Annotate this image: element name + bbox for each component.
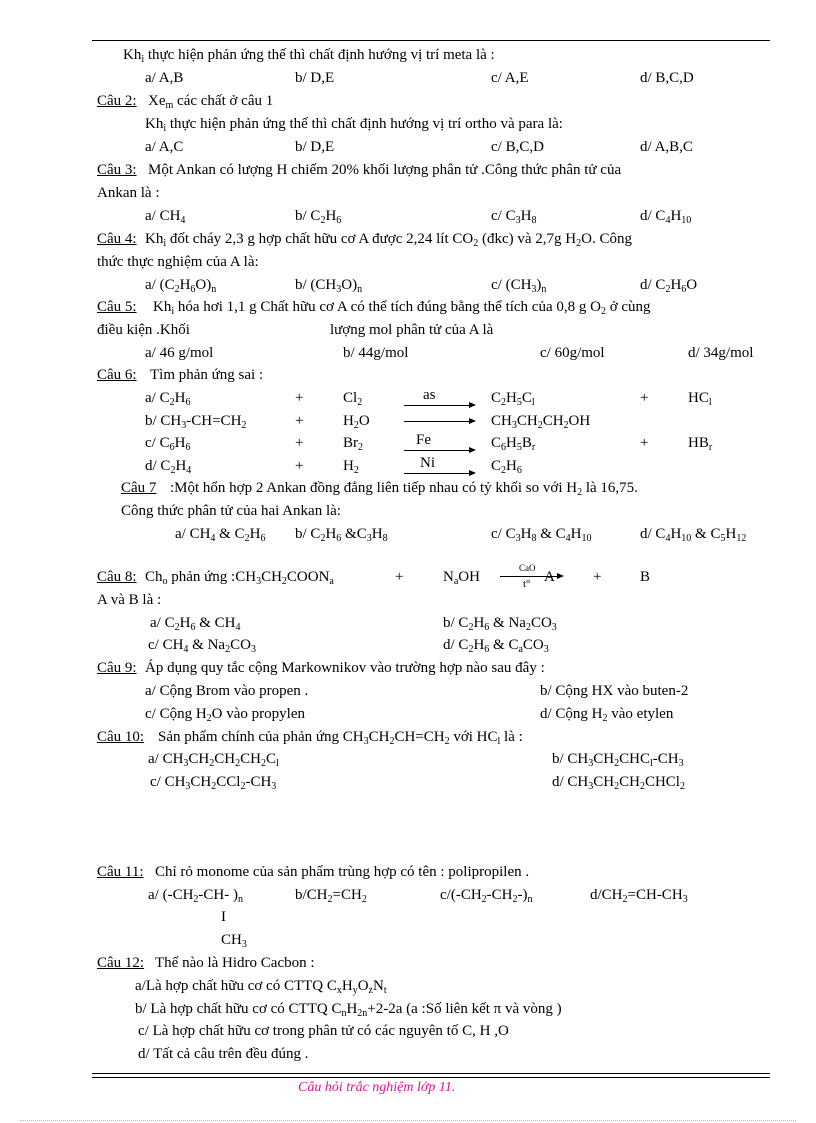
q2-option-c: c/ B,C,D bbox=[491, 139, 544, 155]
q12-label: Câu 12: bbox=[97, 955, 145, 971]
q12-option-c: c/ Là hợp chất hữu cơ trong phân tử có các nguyên tố C, H ,O bbox=[138, 1023, 509, 1039]
q2-option-b: b/ D,E bbox=[295, 139, 335, 155]
q8-plus-2: + bbox=[593, 569, 602, 585]
q4-stem-2: thức thực nghiệm của A là: bbox=[97, 254, 259, 270]
q11-option-b: $b/CH_2=CH_2$ bbox=[295, 887, 367, 905]
q9-option-d: d/ Cộng $H_2$ vào etylen bbox=[540, 706, 674, 724]
q6-row-b-plus: + bbox=[295, 413, 304, 429]
q12-stem: Thế nào là Hidro Cacbon : bbox=[155, 955, 315, 971]
q6-stem: Tìm phản ứng sai : bbox=[150, 367, 264, 383]
q8-plus: + bbox=[395, 569, 404, 585]
q2-label: Câu 2: bbox=[97, 93, 137, 109]
q8-product-a: A bbox=[544, 569, 555, 585]
q7-stem: :Một hổn hợp 2 Ankan đồng đẳng liên tiếp nhau có tỷ khối so với $H_2$ là 16,75. bbox=[170, 480, 638, 498]
q8-reagent: $N_aOH$ bbox=[443, 569, 480, 587]
q2-option-a: a/ A,C bbox=[145, 139, 184, 155]
q6-row-a-plus: + bbox=[295, 390, 304, 406]
q7-label: Câu 7 bbox=[121, 480, 157, 496]
q9-label: Câu 9: bbox=[97, 660, 137, 676]
q8-option-a: a/ $C_2H_6$ & $CH_4$ bbox=[150, 615, 241, 633]
q6-row-c-byproduct: $HB_r$ bbox=[688, 435, 713, 453]
q8-stem-2: A và B là : bbox=[97, 592, 162, 608]
q6-row-b-product: $CH_3CH_2CH_2OH$ bbox=[491, 413, 591, 431]
q4-stem: $Kh_i$ đốt cháy 2,3 g hợp chất hữu cơ A được 2,24 lít $CO_2$ (đkc) và 2,7g $H_2O$. Công bbox=[145, 231, 632, 249]
q8-condition-top: CaO bbox=[519, 563, 536, 573]
q9-option-a: a/ Cộng Brom vào propen . bbox=[145, 683, 309, 699]
q11-stem: Chỉ rỏ monome của sản phẩm trùng hợp có tên : polipropilen . bbox=[155, 864, 530, 880]
q6-row-d-product: $C_2H_6$ bbox=[491, 458, 522, 476]
q6-row-a-reactant: a/ $C_2H_6$ bbox=[145, 390, 191, 408]
q6-row-b-reactant: b/ $CH_3-CH=CH_2$ bbox=[145, 413, 247, 431]
q4-option-a: a/ $(C_2H_6O)_n$ bbox=[145, 277, 217, 295]
q11-branch-bond: I bbox=[221, 909, 226, 925]
q4-option-d: d/ $C_2H_6O$ bbox=[640, 277, 698, 295]
q6-row-b-arrow bbox=[404, 421, 474, 422]
q7-option-c: c/ $C_3H_8$ & $C_4H_{10}$ bbox=[491, 526, 592, 544]
q6-row-d-arrow bbox=[404, 473, 474, 474]
q11-option-d: $d/CH_2=CH-CH_3$ bbox=[590, 887, 688, 905]
q5-label: Câu 5: bbox=[97, 299, 137, 315]
q3-option-b: b/ $C_2H_6$ bbox=[295, 208, 342, 226]
q11-label: Câu 11: bbox=[97, 864, 144, 880]
q6-row-d-reagent: $H_2$ bbox=[343, 458, 359, 476]
q6-row-d-reactant: d/ $C_2H_4$ bbox=[145, 458, 192, 476]
q11-branch-group: $CH_3$ bbox=[221, 932, 247, 950]
q5-option-b: b/ 44g/mol bbox=[343, 345, 409, 361]
q10-option-b: b/ $CH_3CH_2CHC_l-CH_3$ bbox=[552, 751, 684, 769]
q2-stem-2: $Kh_i$ thực hiện phản ứng thế thì chất định hướng vị trí ortho và para là: bbox=[145, 116, 563, 134]
q3-option-c: c/ $C_3H_8$ bbox=[491, 208, 537, 226]
q10-option-d: d/ $CH_3CH_2CH_2CHCl_2$ bbox=[552, 774, 685, 792]
q6-row-d-plus: + bbox=[295, 458, 304, 474]
intro-option-c: c/ A,E bbox=[491, 70, 529, 86]
q6-row-b-reagent: $H_2O$ bbox=[343, 413, 370, 431]
q9-stem: Áp dụng quy tắc cộng Markownikov vào trường hợp nào sau đây : bbox=[145, 660, 545, 676]
q10-stem: Sản phẩm chính của phản ứng $CH_3CH_2CH=CH_2$ với $HC_l$ là : bbox=[158, 729, 523, 747]
q6-row-c-plus: + bbox=[295, 435, 304, 451]
bottom-rule bbox=[92, 1073, 770, 1074]
intro-option-d: d/ B,C,D bbox=[640, 70, 694, 86]
q6-row-c-product: $C_6H_5B_r$ bbox=[491, 435, 536, 453]
q8-stem: $Ch_o$ phản ứng $:CH_3CH_2COON_a$ bbox=[145, 569, 334, 587]
q5-option-d: d/ 34g/mol bbox=[688, 345, 754, 361]
q12-option-d: d/ Tất cả câu trên đều đúng . bbox=[138, 1046, 309, 1062]
q5-stem-2b: lượng mol phân tử của A là bbox=[330, 322, 494, 338]
q8-option-c: c/ $CH_4$ & $Na_2CO_3$ bbox=[148, 637, 256, 655]
q8-label: Câu 8: bbox=[97, 569, 137, 585]
top-rule bbox=[92, 40, 770, 41]
q6-row-c-plus-2: + bbox=[640, 435, 649, 451]
q6-row-a-plus-2: + bbox=[640, 390, 649, 406]
q5-stem-2a: điều kiện .Khối bbox=[97, 322, 190, 338]
q12-option-b: b/ Là hợp chất hữu cơ có CTTQ $C_nH_{2n}+2-2a$ (a :Số liên kết π và vòng ) bbox=[135, 1001, 562, 1019]
q10-option-a: a/ $CH_3CH_2CH_2CH_2C_l$ bbox=[148, 751, 279, 769]
q5-option-a: a/ 46 g/mol bbox=[145, 345, 214, 361]
q6-row-a-condition: as bbox=[423, 387, 436, 403]
q6-row-a-product: $C_2H_5C_l$ bbox=[491, 390, 535, 408]
q4-option-c: c/ $(CH_3)_n$ bbox=[491, 277, 547, 295]
q7-option-a: a/ $CH_4$ & $C_2H_6$ bbox=[175, 526, 266, 544]
q8-option-d: d/ $C_2H_6$ & $C_aCO_3$ bbox=[443, 637, 549, 655]
q5-stem: $Kh_i$ hóa hơi 1,1 g Chất hữu cơ A có thể tích đúng bằng thể tích của 0,8 g $O_2$ ở cùng bbox=[153, 299, 651, 317]
q11-option-c: $c/(-CH_2-CH_2-)_n$ bbox=[440, 887, 533, 905]
q6-row-c-condition: Fe bbox=[416, 432, 431, 448]
q3-option-a: a/ $CH_4$ bbox=[145, 208, 186, 226]
q4-option-b: b/ $(CH_3O)_n$ bbox=[295, 277, 363, 295]
q6-row-c-reactant: c/ $C_6H_6$ bbox=[145, 435, 191, 453]
q2-option-d: d/ A,B,C bbox=[640, 139, 693, 155]
q6-row-c-arrow bbox=[404, 450, 474, 451]
q8-product-b: B bbox=[640, 569, 651, 585]
q3-stem-2: Ankan là : bbox=[97, 185, 160, 201]
q8-option-b: b/ $C_2H_6$ & $Na_2CO_3$ bbox=[443, 615, 557, 633]
page-footer: Câu hỏi trắc nghiệm lớp 11. bbox=[298, 1080, 456, 1095]
q12-option-a: a/Là hợp chất hữu cơ có CTTQ $C_xH_yO_zN_t$ bbox=[135, 978, 387, 996]
q6-row-a-byproduct: $HC_l$ bbox=[688, 390, 712, 408]
q3-option-d: d/ $C_4H_{10}$ bbox=[640, 208, 692, 226]
intro-option-b: b/ D,E bbox=[295, 70, 335, 86]
q4-label: Câu 4: bbox=[97, 231, 137, 247]
q3-label: Câu 3: bbox=[97, 162, 137, 178]
q10-label: Câu 10: bbox=[97, 729, 145, 745]
q8-condition-bottom: t° bbox=[523, 578, 531, 590]
q6-row-a-reagent: $Cl_2$ bbox=[343, 390, 363, 408]
q10-option-c: c/ $CH_3CH_2CCl_2-CH_3$ bbox=[150, 774, 277, 792]
q11-option-a: a/ ($-CH_2-CH-$ )$_n$ bbox=[148, 887, 243, 905]
q5-option-c: c/ 60g/mol bbox=[540, 345, 605, 361]
bottom-rule-2 bbox=[92, 1077, 770, 1078]
q7-option-d: d/ $C_4H_{10}$ & $C_5H_{12}$ bbox=[640, 526, 747, 544]
q7-stem-2: Công thức phân tử của hai Ankan là: bbox=[121, 503, 341, 519]
q9-option-b: b/ Cộng HX vào buten-2 bbox=[540, 683, 689, 699]
page-edge-dots bbox=[20, 1120, 796, 1121]
q2-stem: $Xe_m$ các chất ở câu 1 bbox=[148, 93, 274, 111]
q6-row-d-condition: Ni bbox=[420, 455, 435, 471]
q6-row-c-reagent: $Br_2$ bbox=[343, 435, 363, 453]
q9-option-c: c/ Cộng $H_2O$ vào propylen bbox=[145, 706, 305, 724]
q3-stem: Một Ankan có lượng H chiếm 20% khối lượng phân tử .Công thức phân tử của bbox=[148, 162, 622, 178]
q7-option-b: b/ $C_2H_6$ $\&C_3H_8$ bbox=[295, 526, 388, 544]
intro-option-a: a/ A,B bbox=[145, 70, 184, 86]
q6-label: Câu 6: bbox=[97, 367, 137, 383]
intro-stem: $Kh_i$ thực hiện phản ứng thế thì chất định hướng vị trí meta là : bbox=[123, 47, 495, 65]
q6-row-a-arrow bbox=[404, 405, 474, 406]
